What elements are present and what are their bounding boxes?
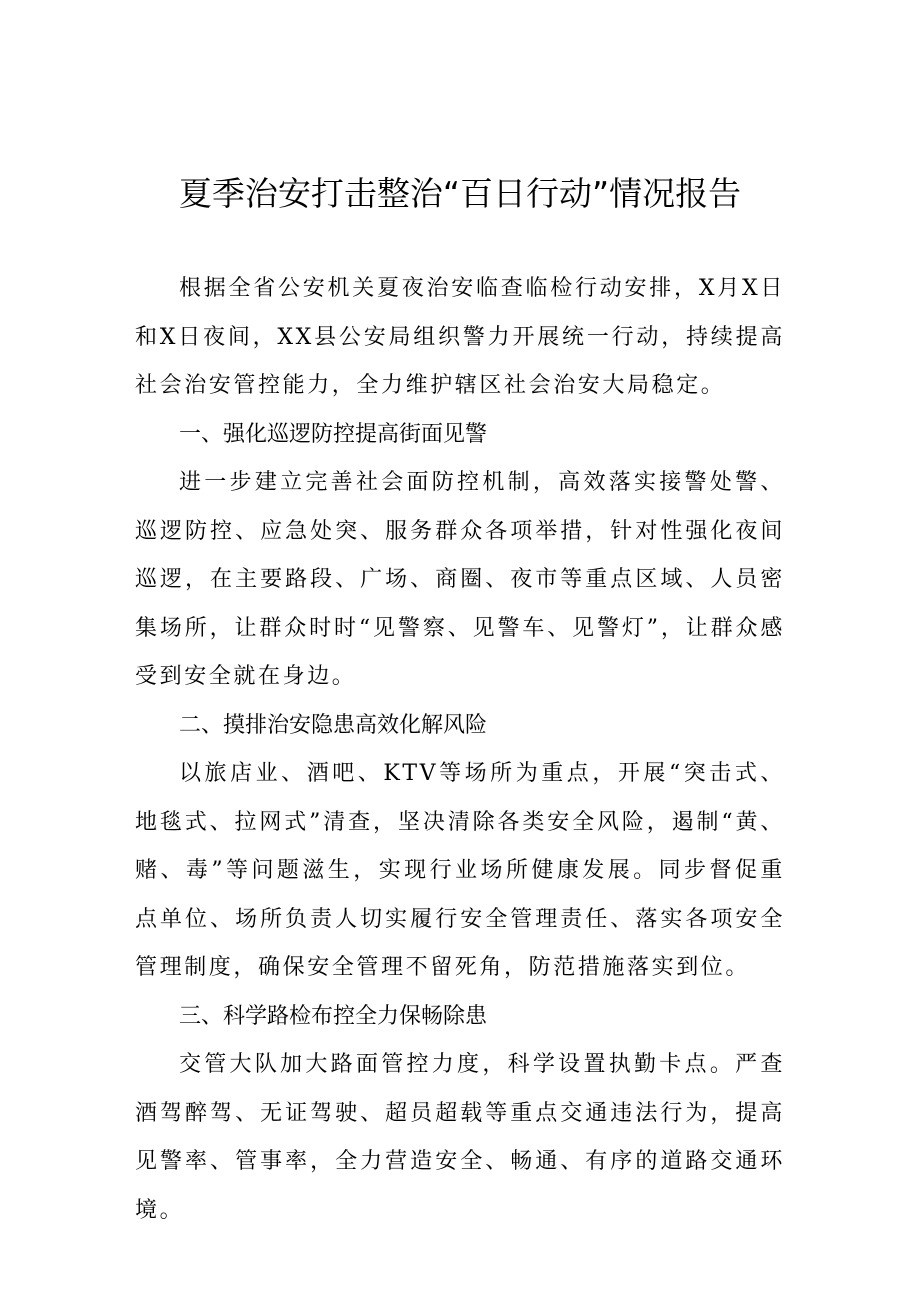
section-1-heading: 一、强化巡逻防控提高街面见警 xyxy=(179,421,488,447)
intro-paragraph: 根据全省公安机关夏夜治安临查临检行动安排，X月X日和X日夜间，XX县公安局组织警力开展统一行动，持续提高社会治安管控能力，全力维护辖区社会治安大局稳定。 xyxy=(135,276,785,398)
section-3-heading: 三、科学路检布控全力保畅除患 xyxy=(179,1003,488,1029)
document-title: 夏季治安打击整治“百日行动”情况报告 xyxy=(178,174,742,213)
document-body xyxy=(135,265,785,1235)
section-2-heading: 二、摸排治安隐患高效化解风险 xyxy=(179,712,488,738)
section-2-paragraph: 以旅店业、酒吧、KTV等场所为重点，开展“突击式、地毯式、拉网式”清查，坚决清除各类安全风险，遏制“黄、赌、毒”等问题滋生，实现行业场所健康发展。同步督促重点单位、场所负责人切实履行安全管理责任、落实各项安全管理制度，确保安全管理不留死角，防范措施落实到位。 xyxy=(135,761,785,980)
section-1-paragraph: 进一步建立完善社会面防控机制，高效落实接警处警、巡逻防控、应急处突、服务群众各项举措，针对性强化夜间巡逻，在主要路段、广场、商圈、夜市等重点区域、人员密集场所，让群众时时“见警察、见警车、见警灯”，让群众感受到安全就在身边。 xyxy=(135,470,785,689)
section-3-paragraph: 交管大队加大路面管控力度，科学设置执勤卡点。严查酒驾醉驾、无证驾驶、超员超载等重点交通违法行为，提高见警率、管事率，全力营造安全、畅通、有序的道路交通环境。 xyxy=(135,1052,785,1223)
